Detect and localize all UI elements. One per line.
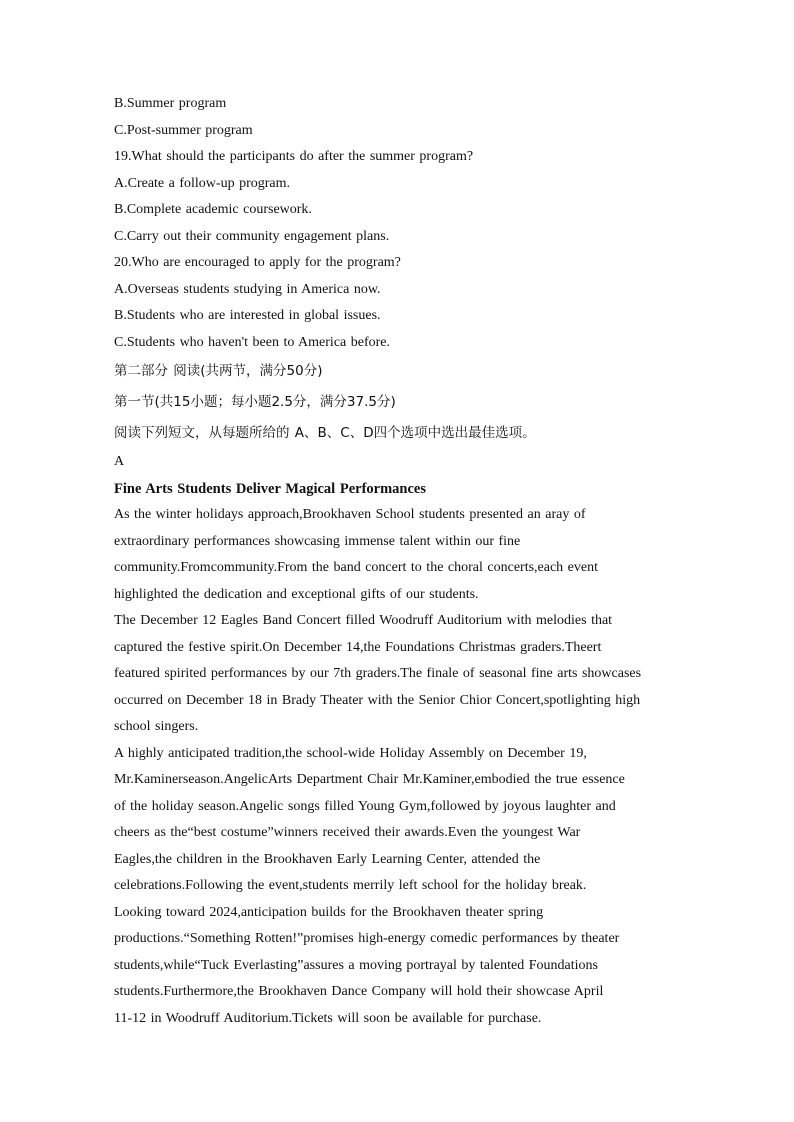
q18-option-c: C.Post-summer program [114,122,253,138]
passage-title: Fine Arts Students Deliver Magical Performances [114,480,426,497]
q19-option-b: B.Complete academic coursework. [114,202,312,217]
passage-line: A highly anticipated tradition,the school-wide Holiday Assembly on December 19, [114,745,587,761]
passage-line: The December 12 Eagles Band Concert filled Woodruff Auditorium with melodies that [114,613,613,628]
q20-option-a: A.Overseas students studying in America now. [114,281,381,297]
passage-line: productions.“Something Rotten!”promises high-energy comedic performances by theater [114,931,620,946]
page-content [114,91,684,1032]
passage-line: As the winter holidays approach,Brookhaven School students presented an aray of [114,507,586,522]
part-heading: 第二部分 阅读(共两节，满分50分) [114,363,323,379]
passage-line: celebrations.Following the event,students merrily left school for the holiday break. [114,878,587,893]
q20-option-b: B.Students who are interested in global issues. [114,308,381,323]
instruction: 阅读下列短文，从每题所给的 A、B、C、D四个选项中选出最佳选项。 [114,425,536,441]
passage-line: students,while“Tuck Everlasting”assures a moving portrayal by talented Foundations [114,957,598,973]
q20-option-c: C.Students who haven't been to America before. [114,334,391,350]
passage-label: A [114,454,125,469]
passage-line: students.Furthermore,the Brookhaven Dance Company will hold their showcase April [114,984,604,999]
passage-line: 11-12 in Woodruff Auditorium.Tickets will soon be available for purchase. [114,1010,542,1026]
passage-line: Mr.Kaminerseason.AngelicArts Department Chair Mr.Kaminer,embodied the true essence [114,772,625,787]
passage-line: highlighted the dedication and exceptional gifts of our students. [114,586,479,602]
q19-option-c: C.Carry out their community engagement plans. [114,228,390,244]
passage-line: Looking toward 2024,anticipation builds for the Brookhaven theater spring [114,904,544,920]
q19-option-a: A.Create a follow-up program. [114,175,290,191]
sub-heading: 第一节(共15小题；每小题2.5分，满分37.5分) [114,394,396,410]
passage-line: community.Fromcommunity.From the band concert to the choral concerts,each event [114,560,598,575]
passage-line: cheers as the“best costume”winners received their awards.Even the youngest War [114,825,581,840]
passage-line: occurred on December 18 in Brady Theater with the Senior Chior Concert,spotlighting high [114,692,641,708]
passage-line: featured spirited performances by our 7th graders.The finale of seasonal fine arts showcases [114,666,642,681]
q19-stem: 19.What should the participants do after the summer program? [114,149,474,164]
passage-line: of the holiday season.Angelic songs filled Young Gym,followed by joyous laughter and [114,798,616,814]
q18-option-b: B.Summer program [114,96,227,111]
passage-line: extraordinary performances showcasing immense talent within our fine [114,533,521,549]
passage-line: Eagles,the children in the Brookhaven Early Learning Center, attended the [114,851,541,867]
passage-line: captured the festive spirit.On December 14,the Foundations Christmas graders.Theert [114,639,602,655]
passage-body [114,502,684,1032]
passage-line: school singers. [114,719,199,734]
q20-stem: 20.Who are encouraged to apply for the program? [114,255,401,270]
